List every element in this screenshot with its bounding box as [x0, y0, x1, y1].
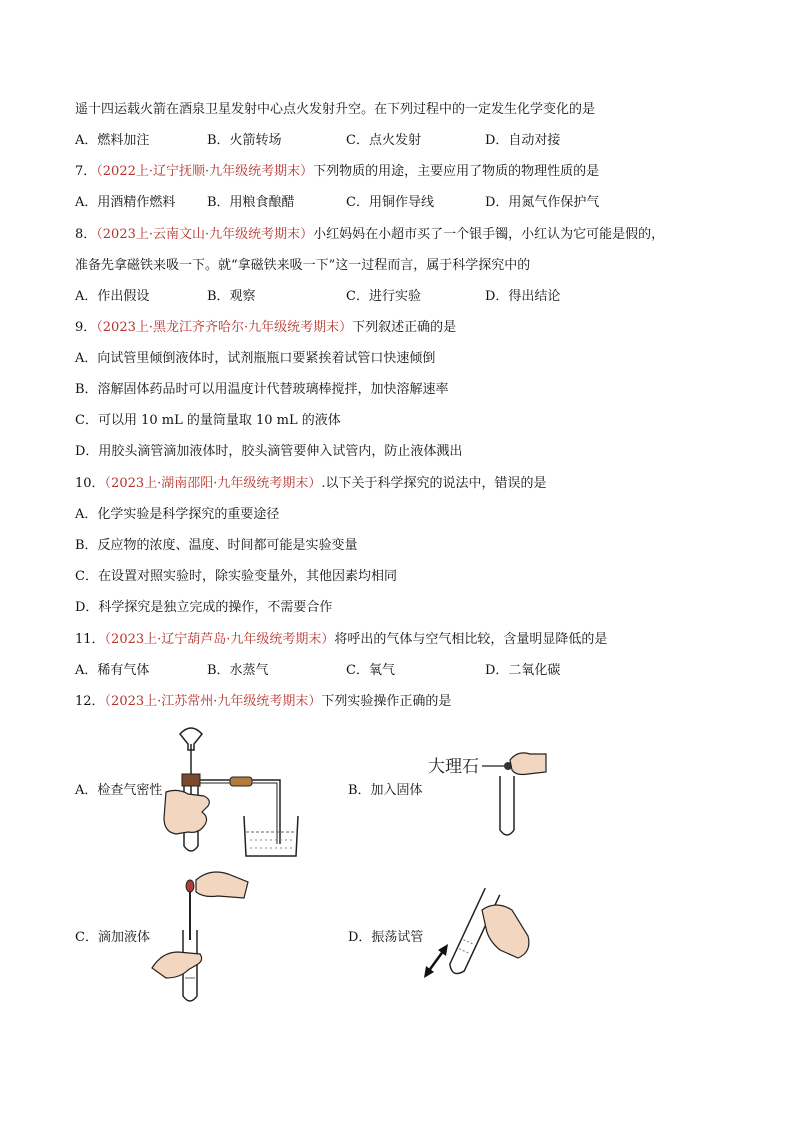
q9-stem-line [75, 318, 456, 338]
q7-source: （2022上·辽宁抚顺·九年级统考期末） [96, 164, 314, 179]
marble-label: 大理石 [428, 757, 479, 776]
q11-number: 11． [75, 632, 105, 647]
q6-stem: 遥十四运载火箭在酒泉卫星发射中心点火发射升空。在下列过程中的一定发生化学变化的是 [75, 102, 596, 117]
q7-option-b[interactable]: B．用粮食酿醋 [207, 195, 295, 210]
q8-option-d[interactable]: D．得出结论 [485, 289, 561, 304]
q7-stem: 下列物质的用途，主要应用了物质的物理性质的是 [313, 164, 600, 179]
q8-option-c[interactable]: C．进行实验 [346, 289, 421, 304]
q6-options [75, 131, 735, 151]
q8-number: 8． [75, 227, 97, 242]
q8-stem-line-2: 准备先拿磁铁来吸一下。就“拿磁铁来吸一下”这一过程而言，属于科学探究中的 [75, 258, 531, 273]
q6-option-d[interactable]: D．自动对接 [485, 133, 561, 148]
q9-source: （2023上·黑龙江齐齐哈尔·九年级统考期末） [96, 320, 353, 335]
q7-number: 7． [75, 164, 97, 179]
q8-options [75, 287, 735, 307]
figure-adding-solid [420, 740, 560, 840]
q9-number: 9． [75, 320, 97, 335]
q11-option-a[interactable]: A．稀有气体 [75, 663, 150, 678]
q10-option-d[interactable]: D．科学探究是独立完成的操作，不需要合作 [75, 600, 333, 615]
q10-option-b[interactable]: B．反应物的浓度、温度、时间都可能是实验变量 [75, 538, 358, 553]
q9-option-c[interactable]: C．可以用 10 mL 的量筒量取 10 mL 的液体 [75, 413, 341, 428]
q9-option-d[interactable]: D．用胶头滴管滴加液体时，胶头滴管要伸入试管内，防止液体溅出 [75, 444, 463, 459]
q11-options [75, 661, 735, 681]
q7-option-a[interactable]: A．用酒精作燃料 [75, 195, 176, 210]
q8-option-a[interactable]: A．作出假设 [75, 289, 150, 304]
figure-airtightness-check [158, 722, 308, 862]
q11-stem: 将呼出的气体与空气相比较，含量明显降低的是 [334, 632, 608, 647]
q7-options [75, 193, 735, 213]
q8-option-b[interactable]: B．观察 [207, 289, 256, 304]
q12-source: （2023上·江苏常州·九年级统考期末） [104, 694, 322, 709]
q10-stem-line [75, 474, 547, 494]
q10-option-a[interactable]: A．化学实验是科学探究的重要途径 [75, 507, 280, 522]
q12-option-b[interactable]: B．加入固体 [348, 783, 423, 798]
q9-stem: 下列叙述正确的是 [352, 320, 457, 335]
figure-shaking-tube [420, 880, 540, 990]
q12-stem-line [75, 692, 451, 712]
q9-option-b[interactable]: B．溶解固体药品时可以用温度计代替玻璃棒搅拌，加快溶解速率 [75, 382, 449, 397]
q8-stem: 小红妈妈在小超市买了一个银手镯，小红认为它可能是假的， [313, 227, 665, 242]
q7-option-d[interactable]: D．用氮气作保护气 [485, 195, 600, 210]
q10-option-c[interactable]: C．在设置对照实验时，除实验变量外，其他因素均相同 [75, 569, 397, 584]
q6-option-c[interactable]: C．点火发射 [346, 133, 421, 148]
q11-option-b[interactable]: B．水蒸气 [207, 663, 269, 678]
q11-stem-line [75, 630, 607, 650]
q6-option-a[interactable]: A．燃料加注 [75, 133, 150, 148]
q12-stem: 下列实验操作正确的是 [321, 694, 452, 709]
q12-number: 12． [75, 694, 105, 709]
q7-stem-line [75, 162, 599, 182]
q11-source: （2023上·辽宁葫芦岛·九年级统考期末） [104, 632, 335, 647]
q10-stem: .以下关于科学探究的说法中，错误的是 [321, 476, 547, 491]
q10-number: 10． [75, 476, 105, 491]
figure-dropping-liquid [148, 868, 258, 1008]
q7-option-c[interactable]: C．用铜作导线 [346, 195, 434, 210]
q9-option-a[interactable]: A．向试管里倾倒液体时，试剂瓶瓶口要紧挨着试管口快速倾倒 [75, 351, 436, 366]
q12-option-c[interactable]: C．滴加液体 [75, 930, 150, 945]
q6-option-b[interactable]: B．火箭转场 [207, 133, 282, 148]
q11-option-c[interactable]: C．氧气 [346, 663, 395, 678]
q12-option-d[interactable]: D．振荡试管 [348, 930, 424, 945]
q11-option-d[interactable]: D．二氧化碳 [485, 663, 561, 678]
q8-source: （2023上·云南文山·九年级统考期末） [96, 227, 314, 242]
q8-stem-line [75, 225, 664, 245]
q12-option-a[interactable]: A．检查气密性 [75, 783, 163, 798]
q10-source: （2023上·湖南邵阳·九年级统考期末） [104, 476, 322, 491]
